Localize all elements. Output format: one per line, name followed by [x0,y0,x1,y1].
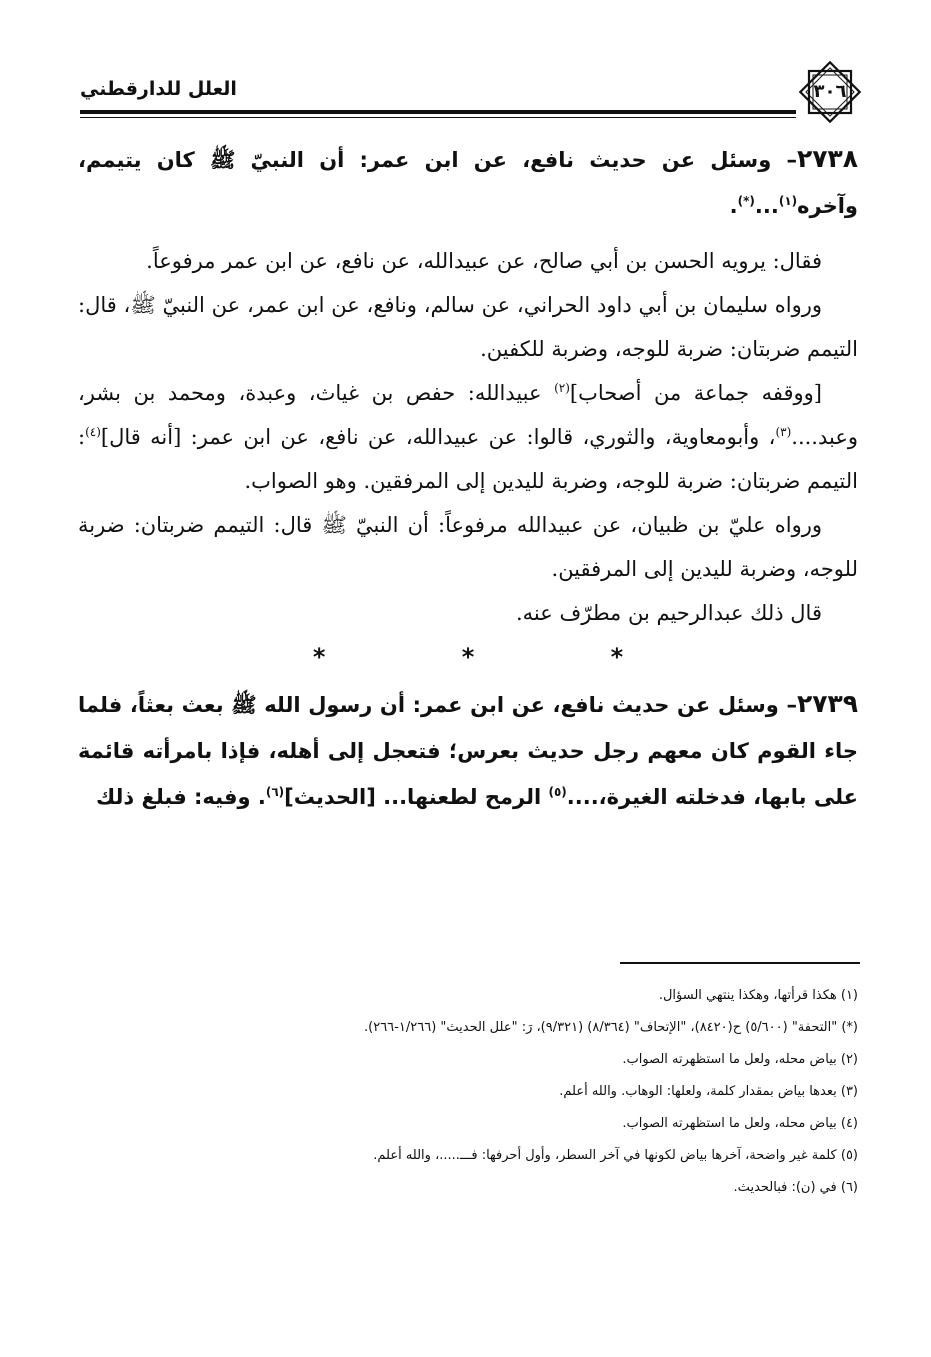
footnote-ref[interactable]: (١) [778,194,798,208]
footnote: (٣) بعدها بياض بمقدار كلمة، ولعلها: الوهاب. والله أعلم. [559,1084,858,1099]
entry-question: – وسئل عن حديث نافع، عن ابن عمر: أن رسول الله ﷺ بعث بعثاً، فلما جاء القوم كان معهم رجل حديث بعرس؛ فتعجل إلى أهله، فإذا بامرأته قائمة على بابها، فدخلته الغيرة،.... [78,693,858,809]
footnotes [140,980,858,1204]
text-segment: الرمح لطعنها... [الحديث] [284,785,549,809]
footnote: (٢) بياض محله، ولعل ما استظهرته الصواب. [622,1052,858,1067]
narration-paragraph [78,371,858,503]
entry-number: ٢٧٣٩ [796,689,858,718]
narration-paragraph: قال ذلك عبدالرحيم بن مطرّف عنه. [516,601,822,625]
footnote: (٤) بياض محله، ولعل ما استظهرته الصواب. [622,1116,858,1131]
header-rule-thick [80,110,796,114]
footnote-ref[interactable]: (٣) [775,425,792,439]
text-segment: : التيمم ضربتان: ضربة للوجه، وضربة لليدين إلى المرفقين. وهو الصواب. [78,425,858,493]
page-number-badge [796,58,864,126]
footnote: (*) "التحفة" (٥/٦٠٠) ح(٨٤٢٠)، "الإتحاف" (٨/٣٦٤) (٩/٣٢١)، رَ: "علل الحديث" (١/٢٦٦-٢٦٦). [364,1020,858,1035]
entry-end: . [729,194,738,218]
footnote-ref[interactable]: (٢) [554,381,570,395]
footnote-separator [620,962,860,964]
main-text [78,136,858,820]
footnote-ref[interactable]: (٦) [265,785,285,799]
answer-paragraph: فقال: يرويه الحسن بن أبي صالح، عن عبيدالله، عن نافع، عن ابن عمر مرفوعاً. [146,249,822,273]
text-segment: ، وأبومعاوية، والثوري، قالوا: عن عبيدالله، عن نافع، عن ابن عمر: [أنه قال] [100,425,776,449]
header-rule-thin [80,117,796,118]
page-header [80,58,865,126]
footnote-ref[interactable]: (*) [737,194,755,208]
footnote: (١) هكذا قرأتها، وهكذا ينتهي السؤال. [658,988,858,1003]
narration-paragraph: ورواه عليّ بن ظبيان، عن عبيدالله مرفوعاً: أن النبيّ ﷺ قال: التيمم ضربتان: ضربة للوجه، وضربة لليدين إلى المرفقين. [78,513,858,581]
entry-2739 [78,681,858,820]
footnote: (٦) في (ن): فبالحديث. [733,1180,858,1195]
section-separator: * * * [312,643,688,671]
text-segment: عبيدالله: حفص بن غياث، وعبدة، ومحمد بن بشر، وعبد.... [78,381,858,449]
entry-question: – وسئل عن حديث نافع، عن ابن عمر: أن النبيّ ﷺ كان يتيمم، وآخره [78,148,858,218]
text-segment: . وفيه: فبلغ ذلك [95,785,266,809]
book-title: العلل للدارقطني [80,78,237,100]
footnote-ref[interactable]: (٥) [548,785,567,799]
footnote: (٥) كلمة غير واضحة، آخرها بياض لكونها في آخر السطر، وأول أحرفها: فـــ.....، والله أعلم. [373,1148,858,1163]
entry-2738 [78,136,858,229]
footnote-ref[interactable]: (٤) [85,425,101,439]
bracketed-text: [ووقفه جماعة من أصحاب] [569,381,822,405]
page-number: ٣٠٦ [813,81,847,102]
narration-paragraph: ورواه سليمان بن أبي داود الحراني، عن سالم، ونافع، عن ابن عمر، عن النبيّ ﷺ، قال: التيمم ضربتان: ضربة للوجه، وضربة للكفين. [78,293,858,361]
entry-number: ٢٧٣٨ [796,144,858,173]
entry-ellipsis: ... [754,194,779,218]
